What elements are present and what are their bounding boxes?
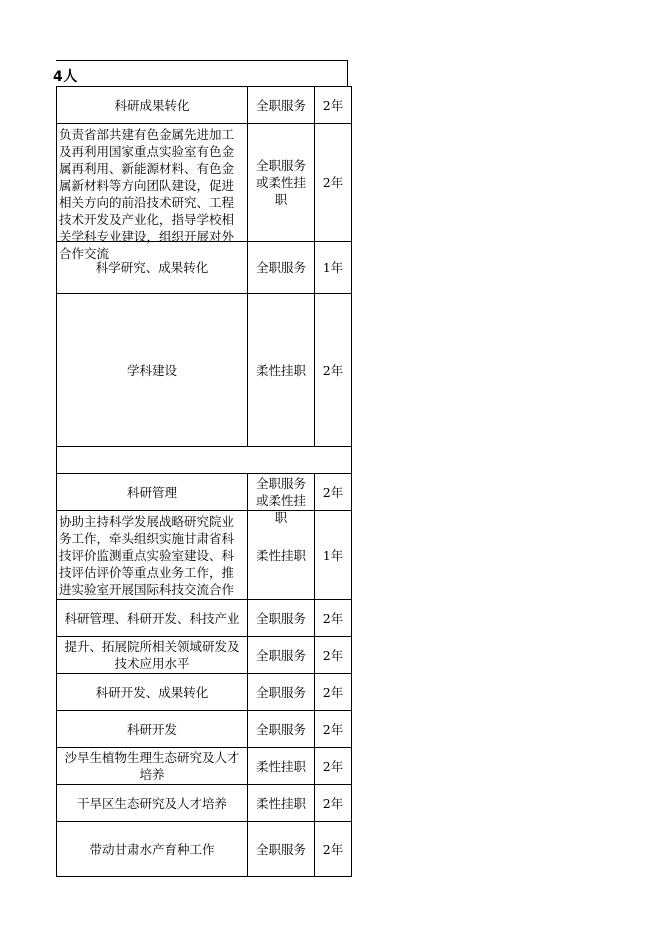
mode-cell: 柔性挂职 (248, 785, 315, 822)
mode-cell: 柔性挂职 (248, 294, 315, 447)
mode-cell: 全职服务 (248, 822, 315, 877)
mode-cell: 全职服务或柔性挂职 (248, 124, 315, 242)
mode-cell: 全职服务 (248, 600, 315, 637)
mode-cell (248, 447, 315, 474)
term-cell: 2年 (315, 600, 352, 637)
term-cell: 2年 (315, 124, 352, 242)
term-cell: 2年 (315, 674, 352, 711)
duty-cell: 科研管理、科研开发、科技产业 (57, 600, 248, 637)
table-row-blank (57, 447, 352, 474)
table-row (57, 785, 352, 822)
table-row (57, 674, 352, 711)
table-row (57, 600, 352, 637)
duty-cell: 学科建设 (57, 294, 248, 447)
table-row (57, 87, 352, 124)
table-row (57, 748, 352, 785)
term-cell: 2年 (315, 785, 352, 822)
mode-cell: 柔性挂职 (248, 511, 315, 600)
mode-cell: 全职服务 (248, 674, 315, 711)
term-cell: 2年 (315, 474, 352, 511)
table-row (57, 124, 352, 242)
term-cell: 2年 (315, 748, 352, 785)
duty-cell: 沙旱生植物生理生态研究及人才培养 (57, 748, 248, 785)
section-header-row (53, 60, 348, 86)
table-row (57, 637, 352, 674)
term-cell: 2年 (315, 822, 352, 877)
mode-cell: 全职服务或柔性挂职 (248, 474, 315, 511)
duty-cell (57, 447, 248, 474)
duty-cell: 科研管理 (57, 474, 248, 511)
duty-cell: 干旱区生态研究及人才培养 (57, 785, 248, 822)
duty-cell: 带动甘肃水产育种工作 (57, 822, 248, 877)
term-cell: 2年 (315, 711, 352, 748)
section-header-count: 4人 (53, 69, 78, 85)
mode-cell: 柔性挂职 (248, 748, 315, 785)
duty-cell: 科研开发、成果转化 (57, 674, 248, 711)
duty-cell: 提升、拓展院所相关领域研发及技术应用水平 (57, 637, 248, 674)
term-cell: 2年 (315, 87, 352, 124)
table-row (57, 511, 352, 600)
duty-cell: 科研成果转化 (57, 87, 248, 124)
positions-table (56, 86, 352, 877)
term-cell: 1年 (315, 242, 352, 294)
mode-cell: 全职服务 (248, 637, 315, 674)
duty-cell: 负责省部共建有色金属先进加工及再利用国家重点实验室有色金属再利用、新能源材料、有色金属新材料等方向团队建设，促进相关方向的前沿技术研究、工程技术开发及产业化，指导学校相关学科专业建设，组织开展对外合作交流 (57, 124, 248, 242)
table-row (57, 294, 352, 447)
duty-cell: 协助主持科学发展战略研究院业务工作，牵头组织实施甘肃省科技评价监测重点实验室建设、科技评估评价等重点业务工作，推进实验室开展国际科技交流合作 (57, 511, 248, 600)
term-cell: 2年 (315, 637, 352, 674)
mode-cell: 全职服务 (248, 87, 315, 124)
table-row (57, 711, 352, 748)
mode-cell: 全职服务 (248, 242, 315, 294)
duty-cell: 科研开发 (57, 711, 248, 748)
term-cell: 1年 (315, 511, 352, 600)
term-cell (315, 447, 352, 474)
table-row (57, 474, 352, 511)
table-row (57, 822, 352, 877)
duty-cell: 科学研究、成果转化 (57, 242, 248, 294)
mode-cell: 全职服务 (248, 711, 315, 748)
term-cell: 2年 (315, 294, 352, 447)
